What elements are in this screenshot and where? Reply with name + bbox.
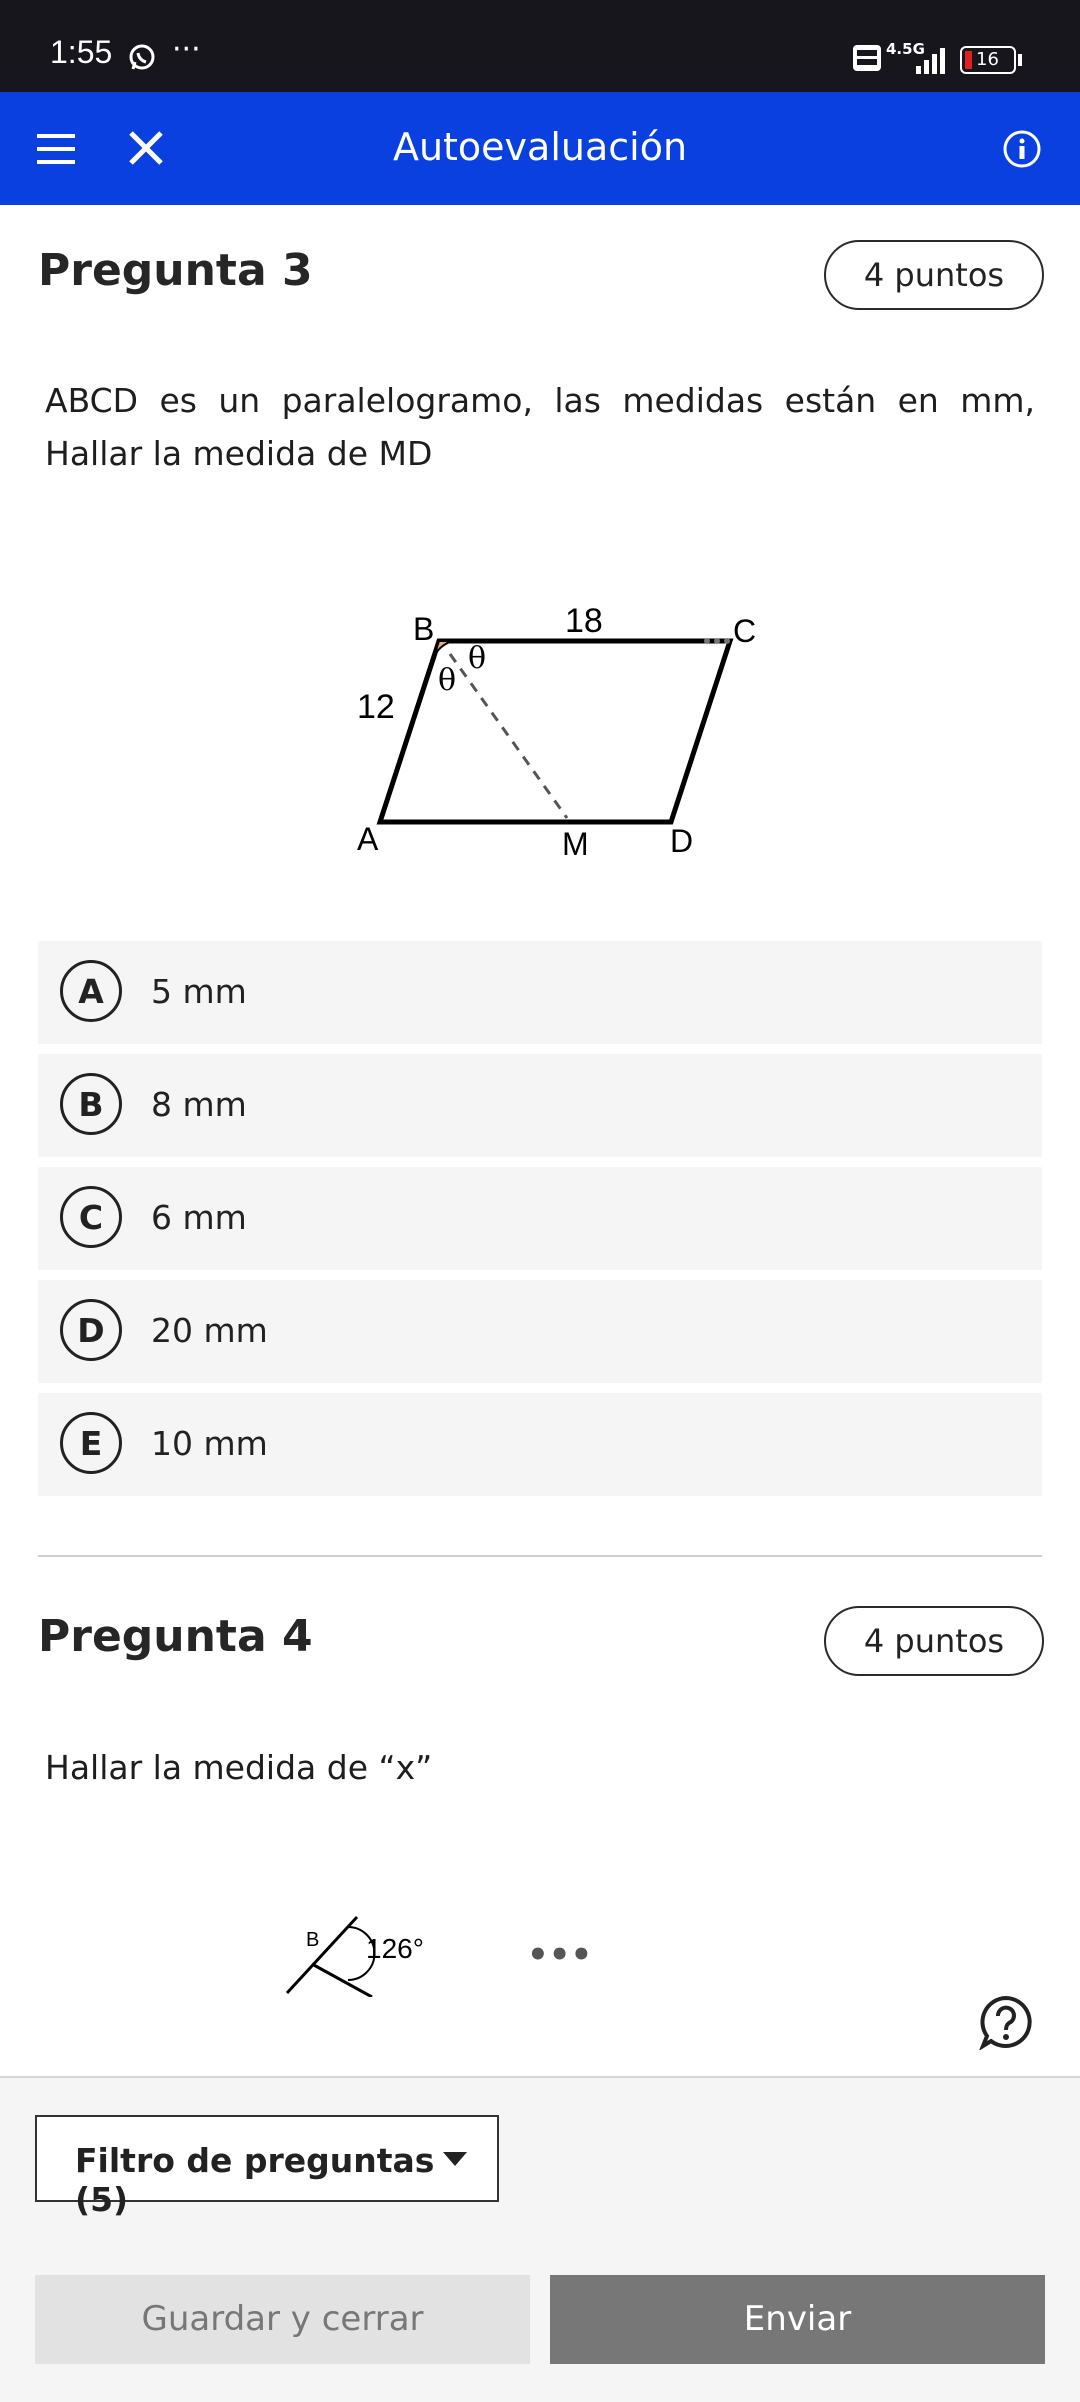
battery-level: 16	[976, 49, 999, 70]
label-angle-126: 126°	[366, 1933, 424, 1964]
option-value: 10 mm	[151, 1424, 268, 1463]
more-content-icon: •••	[527, 1935, 593, 1975]
question-filter-dropdown[interactable]	[35, 2115, 499, 2219]
parallelogram-figure	[340, 590, 780, 870]
answer-option-e[interactable]	[38, 1393, 1042, 1496]
save-close-button[interactable]: Guardar y cerrar	[35, 2275, 530, 2364]
question-4-title: Pregunta 4	[38, 1611, 313, 1662]
submit-button[interactable]: Enviar	[550, 2275, 1045, 2364]
option-value: 5 mm	[151, 972, 247, 1011]
option-letter: C	[60, 1186, 122, 1248]
option-letter: B	[60, 1073, 122, 1135]
signal-icon	[914, 46, 950, 74]
answer-option-c[interactable]	[38, 1167, 1042, 1270]
status-time: 1:55	[50, 34, 113, 70]
option-letter: E	[60, 1412, 122, 1474]
label-c: C	[733, 613, 757, 649]
answer-option-a[interactable]	[38, 941, 1042, 1044]
label-vertex-b: B	[306, 1929, 320, 1951]
label-m: M	[562, 826, 589, 862]
status-bar	[0, 0, 1080, 92]
option-value: 6 mm	[151, 1198, 247, 1237]
question-4-text: Hallar la medida de “x”	[45, 1748, 433, 1787]
question-divider	[38, 1555, 1042, 1557]
question-3-text: ABCD es un paralelogramo, las medidas están en mm, Hallar la medida de MD	[45, 381, 1035, 473]
info-icon[interactable]	[1002, 129, 1042, 169]
label-angle-2: θ	[438, 663, 457, 698]
label-d: D	[670, 823, 694, 859]
label-side-ab: 12	[357, 688, 395, 726]
angle-figure	[280, 1905, 440, 1997]
answer-option-d[interactable]	[38, 1280, 1042, 1383]
label-angle-1: θ	[468, 641, 487, 676]
question-3-points: 4 puntos	[824, 240, 1044, 310]
more-notifications-icon: ···	[172, 32, 201, 67]
label-side-bc: 18	[565, 602, 603, 640]
app-bar	[0, 92, 1080, 205]
label-a: A	[357, 821, 379, 857]
whatsapp-icon	[126, 42, 158, 74]
battery-icon	[960, 46, 1016, 74]
dropdown-arrow-icon	[442, 2151, 468, 2167]
answer-option-b[interactable]	[38, 1054, 1042, 1157]
label-b: B	[413, 611, 435, 647]
network-type: 4.5G	[886, 40, 925, 58]
question-4-points: 4 puntos	[824, 1606, 1044, 1676]
option-value: 8 mm	[151, 1085, 247, 1124]
page-title: Autoevaluación	[392, 125, 688, 169]
help-icon[interactable]	[978, 1994, 1034, 2050]
battery-tip	[1018, 54, 1022, 66]
option-letter: A	[60, 960, 122, 1022]
volte-icon	[852, 44, 882, 72]
footer	[0, 2076, 1080, 2402]
option-letter: D	[60, 1299, 122, 1361]
option-value: 20 mm	[151, 1311, 268, 1350]
filter-label: Filtro de preguntas (5)	[75, 2141, 435, 2219]
question-3-title: Pregunta 3	[38, 245, 313, 296]
